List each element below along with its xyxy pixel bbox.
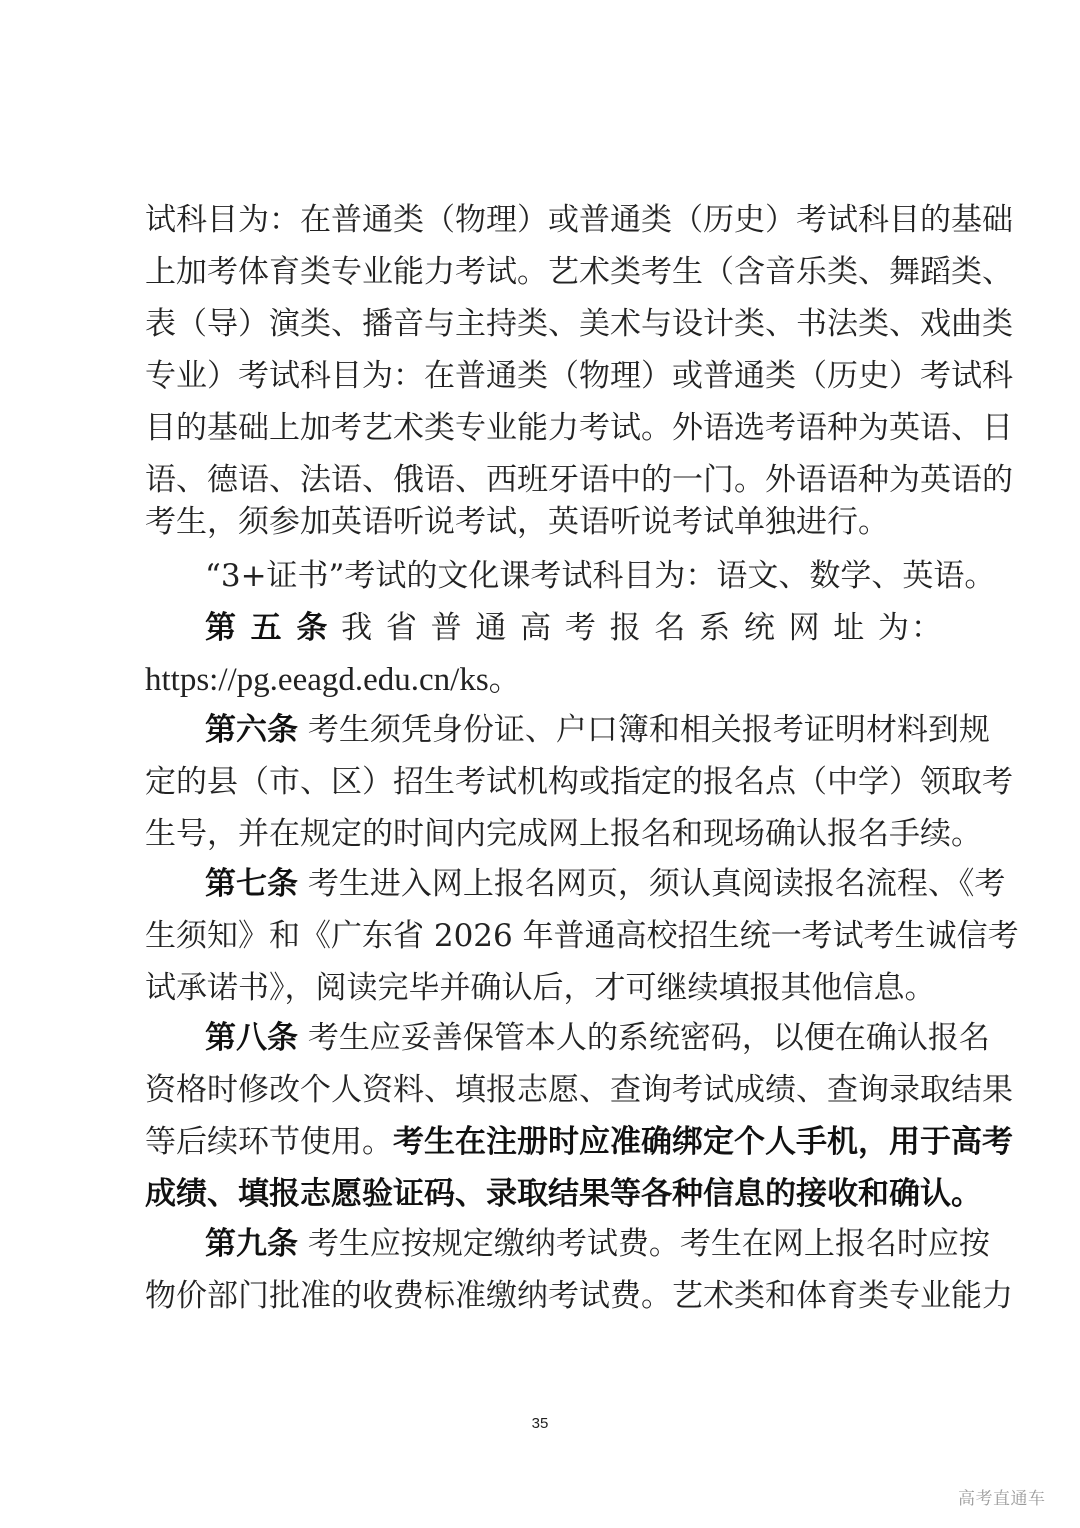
registration-url: https://pg.eeagd.edu.cn/ks。 bbox=[145, 662, 522, 698]
article-8-line bbox=[205, 1018, 990, 1058]
article-text: 考生应按规定缴纳考试费。考生在网上报名时应按 bbox=[307, 1226, 990, 1262]
article-text: 考生须凭身份证、户口簿和相关报考证明材料到规 bbox=[307, 712, 990, 748]
body-text: 等后续环节使用。 bbox=[145, 1124, 393, 1160]
article-label: 第八条 bbox=[205, 1020, 298, 1056]
article-5-line bbox=[205, 608, 942, 648]
article-text: 我 省 普 通 高 考 报 名 系 统 网 址 为： bbox=[341, 610, 942, 646]
body-line: 物价部门批准的收费标准缴纳考试费。艺术类和体育类专业能力 bbox=[145, 1278, 1013, 1314]
body-line: 试科目为：在普通类（物理）或普通类（历史）考试科目的基础 bbox=[145, 202, 1013, 238]
article-6-line bbox=[205, 710, 990, 750]
article-9-line bbox=[205, 1224, 990, 1264]
article-label: 第 五 条 bbox=[205, 610, 330, 646]
article-7-line bbox=[205, 864, 1006, 904]
article-text: 考生应妥善保管本人的系统密码，以便在确认报名 bbox=[307, 1020, 990, 1056]
body-line: 表（导）演类、播音与主持类、美术与设计类、书法类、戏曲类 bbox=[145, 306, 1013, 342]
body-line: 试承诺书》，阅读完毕并确认后，才可继续填报其他信息。 bbox=[145, 970, 936, 1006]
body-line: 目的基础上加考艺术类专业能力考试。外语选考语种为英语、日 bbox=[145, 410, 1013, 446]
body-line: “3+证书”考试的文化课考试科目为：语文、数学、英语。 bbox=[205, 558, 996, 594]
article-label: 第七条 bbox=[205, 866, 298, 902]
body-line: 生号，并在规定的时间内完成网上报名和现场确认报名手续。 bbox=[145, 816, 982, 852]
body-line: 资格时修改个人资料、填报志愿、查询考试成绩、查询录取结果 bbox=[145, 1072, 1013, 1108]
emphasis-text: 成绩、填报志愿验证码、录取结果等各种信息的接收和确认。 bbox=[145, 1176, 982, 1212]
article-text: 考生进入网上报名网页，须认真阅读报名流程、《考 bbox=[307, 866, 1006, 902]
body-line: 语、德语、法语、俄语、西班牙语中的一门。外语语种为英语的 bbox=[145, 462, 1013, 498]
body-line: 生须知》和《广东省 2026 年普通高校招生统一考试考生诚信考 bbox=[145, 918, 1019, 954]
body-line bbox=[145, 1174, 982, 1214]
watermark: 高考直通车 bbox=[958, 1489, 1046, 1509]
body-line: 专业）考试科目为：在普通类（物理）或普通类（历史）考试科 bbox=[145, 358, 1013, 394]
body-line: 考生，须参加英语听说考试，英语听说考试单独进行。 bbox=[145, 504, 889, 540]
page-number: 35 bbox=[531, 1415, 549, 1432]
article-label: 第六条 bbox=[205, 712, 298, 748]
body-line bbox=[145, 1122, 1013, 1162]
body-line: 定的县（市、区）招生考试机构或指定的报名点（中学）领取考 bbox=[145, 764, 1013, 800]
article-label: 第九条 bbox=[205, 1226, 298, 1262]
body-line: 上加考体育类专业能力考试。艺术类考生（含音乐类、舞蹈类、 bbox=[145, 254, 1013, 290]
emphasis-text: 考生在注册时应准确绑定个人手机，用于高考 bbox=[393, 1124, 1013, 1160]
